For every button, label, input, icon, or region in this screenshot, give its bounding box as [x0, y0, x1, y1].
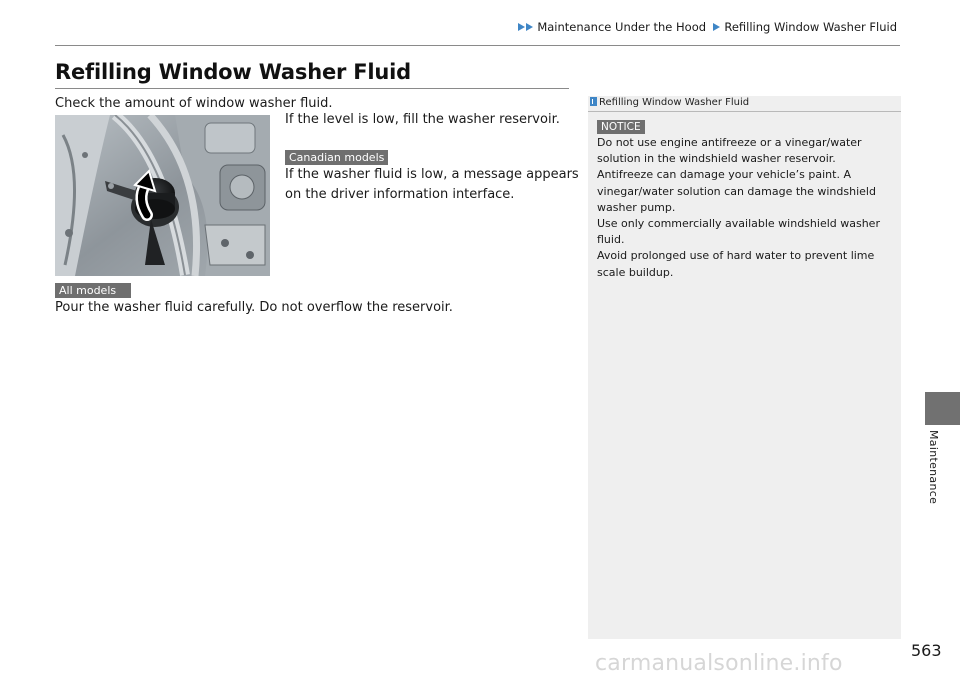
note-line: Do not use engine antifreeze or a vinegar/water — [597, 136, 862, 149]
note-line: vinegar/water solution can damage the windshield — [597, 184, 876, 198]
canadian-text-line2: on the driver information interface. — [285, 187, 515, 202]
washer-reservoir-photo — [55, 115, 270, 276]
canadian-text-line1: If the washer fluid is low, a message appears — [285, 167, 579, 182]
note-line: Antifreeze can damage your vehicle’s paint. A — [597, 168, 851, 182]
section-tab-marker[interactable] — [925, 392, 960, 425]
header-divider — [55, 45, 900, 46]
note-body — [597, 135, 893, 281]
note-heading-rule — [588, 111, 901, 112]
note-heading-text: Refilling Window Washer Fluid — [599, 97, 750, 108]
note-line: fluid. — [597, 233, 625, 247]
note-line: solution in the windshield washer reservoir. — [597, 152, 836, 166]
watermark: carmanualsonline.info — [595, 651, 843, 676]
page-title: Refilling Window Washer Fluid — [55, 60, 411, 84]
intro-text: Check the amount of window washer fluid. — [55, 96, 333, 111]
arrow-icon — [526, 23, 533, 31]
note-heading — [590, 97, 749, 108]
note-line: scale buildup. — [597, 265, 674, 279]
low-level-text: If the level is low, fill the washer reservoir. — [285, 112, 560, 127]
breadcrumb-item[interactable]: Maintenance Under the Hood — [537, 20, 707, 34]
breadcrumb-item[interactable]: Refilling Window Washer Fluid — [724, 20, 897, 34]
pour-instruction-text: Pour the washer fluid carefully. Do not overflow the reservoir. — [55, 300, 453, 315]
title-underline — [55, 88, 569, 89]
section-tab-label: Maintenance — [927, 430, 940, 505]
note-line: Use only commercially available windshield washer — [597, 217, 880, 231]
notice-tag: NOTICE — [597, 120, 645, 134]
arrow-icon — [713, 23, 720, 31]
page-number: 563 — [911, 641, 942, 660]
note-line: washer pump. — [597, 200, 676, 214]
canadian-models-tag: Canadian models — [285, 150, 388, 165]
all-models-tag: All models — [55, 283, 131, 298]
note-icon — [590, 97, 597, 106]
breadcrumb — [518, 20, 900, 34]
note-line: Avoid prolonged use of hard water to prevent lime — [597, 249, 875, 263]
engine-bay-illustration — [55, 115, 270, 276]
arrow-icon — [518, 23, 525, 31]
